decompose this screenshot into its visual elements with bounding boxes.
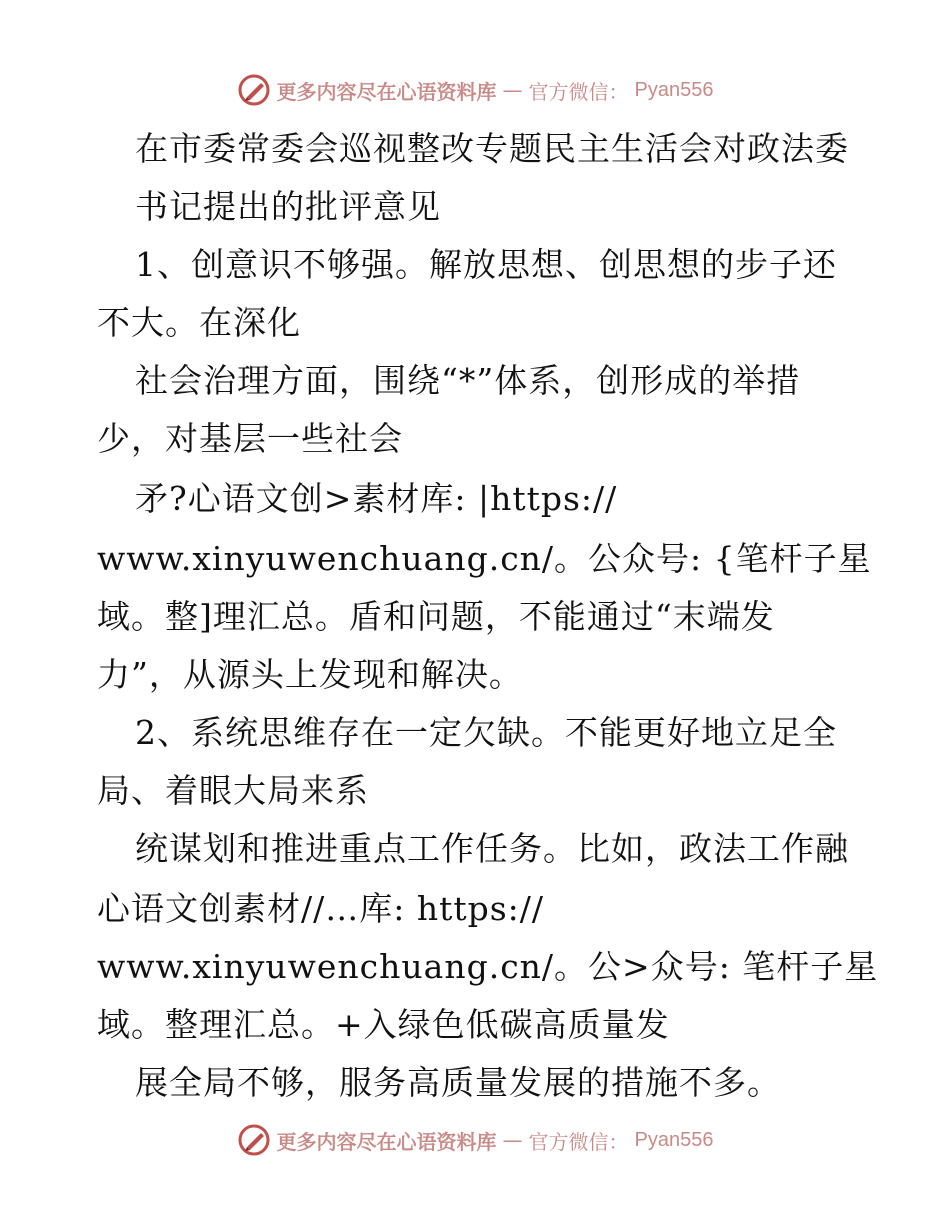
paragraph-line: 少，对基层一些社会 — [97, 419, 403, 458]
watermark-id: Pyan556 — [634, 1128, 714, 1151]
watermark-subtitle: 官方微信： — [528, 1129, 629, 1154]
watermark-brand: 更多内容尽在心语资料库 — [276, 1129, 497, 1154]
paragraph-line: 2、系统思维存在一定欠缺。不能更好地立足全 — [135, 713, 837, 752]
pen-logo-icon — [237, 1123, 271, 1157]
watermark-brand: 更多内容尽在心语资料库 — [276, 79, 497, 104]
paragraph-line: www.xinyuwenchuang.cn/。公众号: {笔杆子星 — [97, 539, 872, 578]
paragraph-line: www.xinyuwenchuang.cn/。公>众号: 笔杆子星 — [97, 947, 879, 986]
watermark-footer — [0, 1120, 950, 1160]
paragraph-line: 展全局不够，服务高质量发展的措施不多。 — [135, 1063, 781, 1102]
watermark-dash: — — [502, 1128, 523, 1152]
paragraph-line: 域。整]理汇总。盾和问题，不能通过“末端发 — [97, 597, 775, 636]
paragraph-line: 域。整理汇总。+入绿色低碳高质量发 — [97, 1005, 670, 1044]
paragraph-line: 力”，从源头上发现和解决。 — [97, 655, 523, 694]
paragraph-line: 统谋划和推进重点工作任务。比如，政法工作融 — [135, 829, 849, 868]
watermark-header — [0, 70, 950, 110]
watermark-subtitle: 官方微信： — [528, 79, 629, 104]
paragraph-line: 矛?心语文创>素材库: |https:// — [135, 479, 618, 518]
paragraph-line: 局、着眼大局来系 — [97, 771, 369, 810]
paragraph-line: 不大。在深化 — [97, 303, 301, 342]
title-line-1: 在市委常委会巡视整改专题民主生活会对政法委 — [135, 129, 849, 168]
title-line-2: 书记提出的批评意见 — [135, 187, 441, 226]
paragraph-line: 1、创意识不够强。解放思想、创思想的步子还 — [135, 245, 837, 284]
paragraph-line: 心语文创素材//…库: https:// — [97, 889, 545, 928]
pen-logo-icon — [237, 73, 271, 107]
paragraph-line: 社会治理方面，围绕“*”体系，创形成的举措 — [135, 361, 801, 400]
watermark-id: Pyan556 — [634, 78, 714, 101]
watermark-dash: — — [502, 78, 523, 102]
